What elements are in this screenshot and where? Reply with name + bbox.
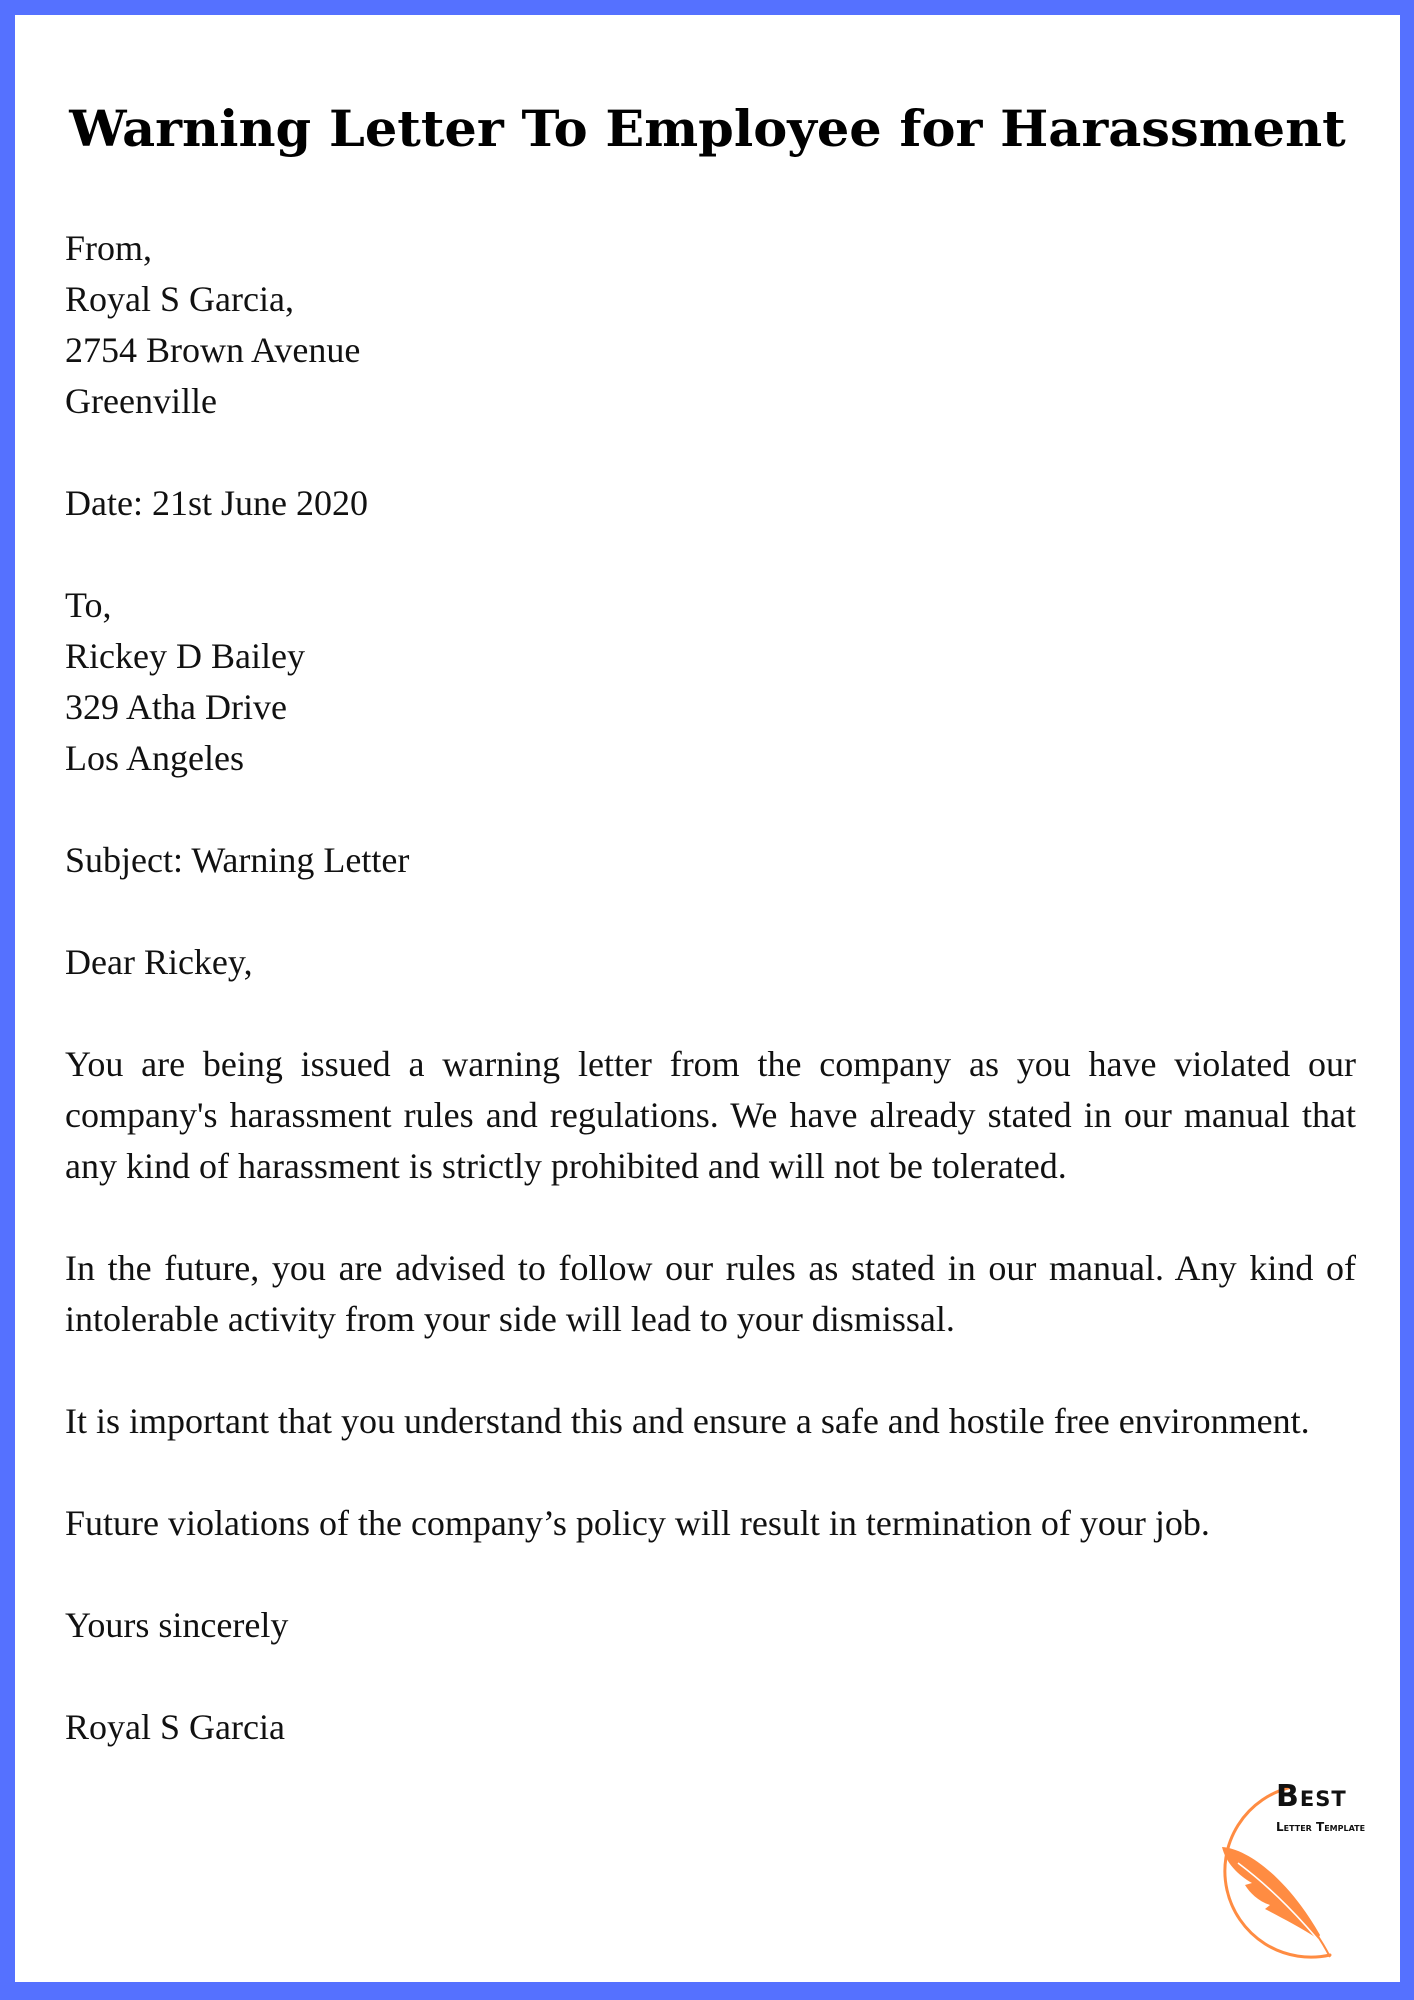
body-paragraph-1: You are being issued a warning letter from the company as you have violated our company's harassment rules and regulations. We have already stated in our manual that any kind of harassment is strictly prohibited and will not be tolerated.	[65, 1044, 1356, 1186]
body-paragraph-2: In the future, you are advised to follow our rules as stated in our manual. Any kind of intolerable activity from your side will lead to your dismissal.	[65, 1248, 1356, 1339]
logo-word-letter-template: Letter Template	[1276, 1820, 1366, 1834]
body-paragraph-3: It is important that you understand this and ensure a safe and hostile free environment.	[65, 1401, 1310, 1441]
recipient-name: Rickey D Bailey	[65, 636, 305, 676]
letter-body	[65, 223, 1356, 1753]
best-letter-template-logo	[1180, 1767, 1380, 1967]
salutation: Dear Rickey,	[65, 942, 253, 982]
signature: Royal S Garcia	[65, 1707, 285, 1747]
closing: Yours sincerely	[65, 1605, 289, 1645]
recipient-city: Los Angeles	[65, 738, 244, 778]
letter-title: Warning Letter To Employee for Harassment	[69, 99, 1346, 158]
sender-name: Royal S Garcia,	[65, 279, 294, 319]
from-label: From,	[65, 228, 153, 268]
letter-date: Date: 21st June 2020	[65, 483, 368, 523]
body-paragraph-4: Future violations of the company’s policy will result in termination of your job.	[65, 1503, 1210, 1543]
sender-city: Greenville	[65, 381, 217, 421]
logo-word-best: Best	[1276, 1779, 1347, 1814]
recipient-address: 329 Atha Drive	[65, 687, 287, 727]
to-label: To,	[65, 585, 112, 625]
letter-page	[15, 15, 1400, 1982]
subject-line: Subject: Warning Letter	[65, 840, 410, 880]
sender-address: 2754 Brown Avenue	[65, 330, 361, 370]
